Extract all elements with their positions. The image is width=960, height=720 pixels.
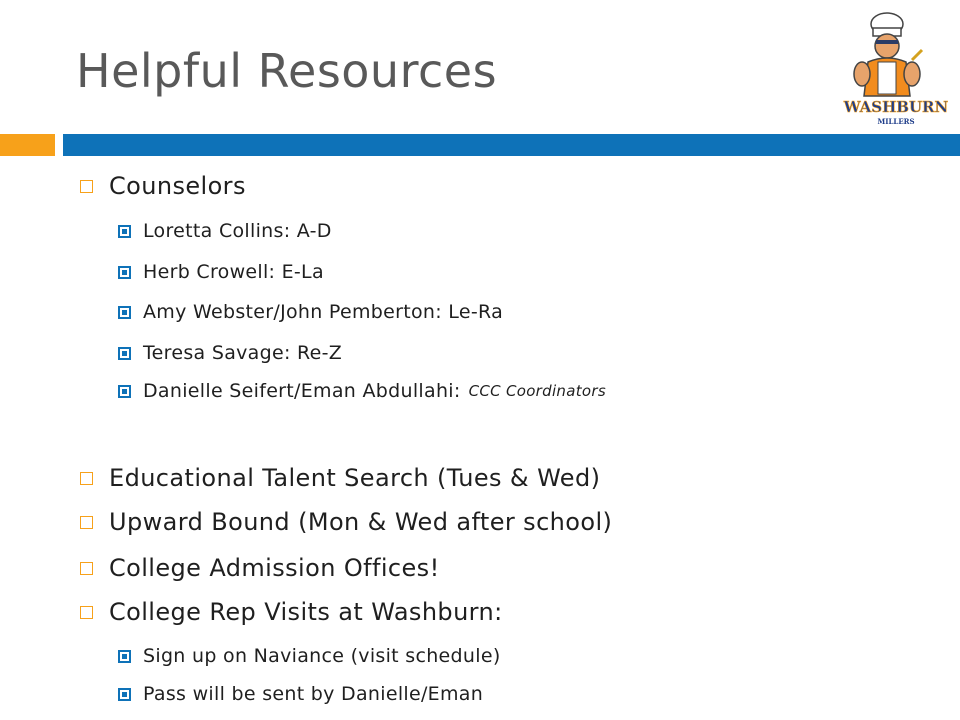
bullet-box-icon bbox=[80, 562, 93, 575]
slide-title: Helpful Resources bbox=[76, 44, 498, 98]
logo-wordmark: WASHBURN bbox=[843, 98, 949, 116]
counselor-item: Teresa Savage: Re-Z bbox=[118, 342, 342, 364]
bullet-filled-box-icon bbox=[118, 650, 131, 663]
bullet-filled-box-icon bbox=[118, 266, 131, 279]
logo-subtext: MILLERS bbox=[877, 117, 915, 126]
header-accent-orange bbox=[0, 134, 55, 156]
bullet-filled-box-icon bbox=[118, 347, 131, 360]
washburn-millers-logo bbox=[840, 10, 950, 130]
bullet-box-icon bbox=[80, 606, 93, 619]
bullet-filled-box-icon bbox=[118, 385, 131, 398]
bullet-admission-offices: College Admission Offices! bbox=[80, 554, 440, 582]
rep-visit-item: Sign up on Naviance (visit schedule) bbox=[118, 645, 501, 667]
counselor-item: Loretta Collins: A-D bbox=[118, 220, 332, 242]
miller-mascot-icon bbox=[854, 13, 922, 96]
counselor-item: Herb Crowell: E-La bbox=[118, 261, 324, 283]
bullet-counselors: Counselors bbox=[80, 172, 246, 200]
bullet-box-icon bbox=[80, 472, 93, 485]
header-accent-blue bbox=[63, 134, 960, 156]
bullet-filled-box-icon bbox=[118, 306, 131, 319]
rep-visit-item: Pass will be sent by Danielle/Eman bbox=[118, 683, 483, 705]
bullet-box-icon bbox=[80, 516, 93, 529]
ccc-role: CCC Coordinators bbox=[468, 382, 606, 400]
counselor-item: Amy Webster/John Pemberton: Le-Ra bbox=[118, 301, 503, 323]
bullet-talent-search: Educational Talent Search (Tues & Wed) bbox=[80, 464, 600, 492]
bullet-filled-box-icon bbox=[118, 688, 131, 701]
bullet-rep-visits: College Rep Visits at Washburn: bbox=[80, 598, 503, 626]
bullet-upward-bound: Upward Bound (Mon & Wed after school) bbox=[80, 508, 612, 536]
bullet-box-icon bbox=[80, 180, 93, 193]
bullet-filled-box-icon bbox=[118, 225, 131, 238]
ccc-coordinators-item: Danielle Seifert/Eman Abdullahi: CCC Coordinators bbox=[118, 380, 606, 402]
